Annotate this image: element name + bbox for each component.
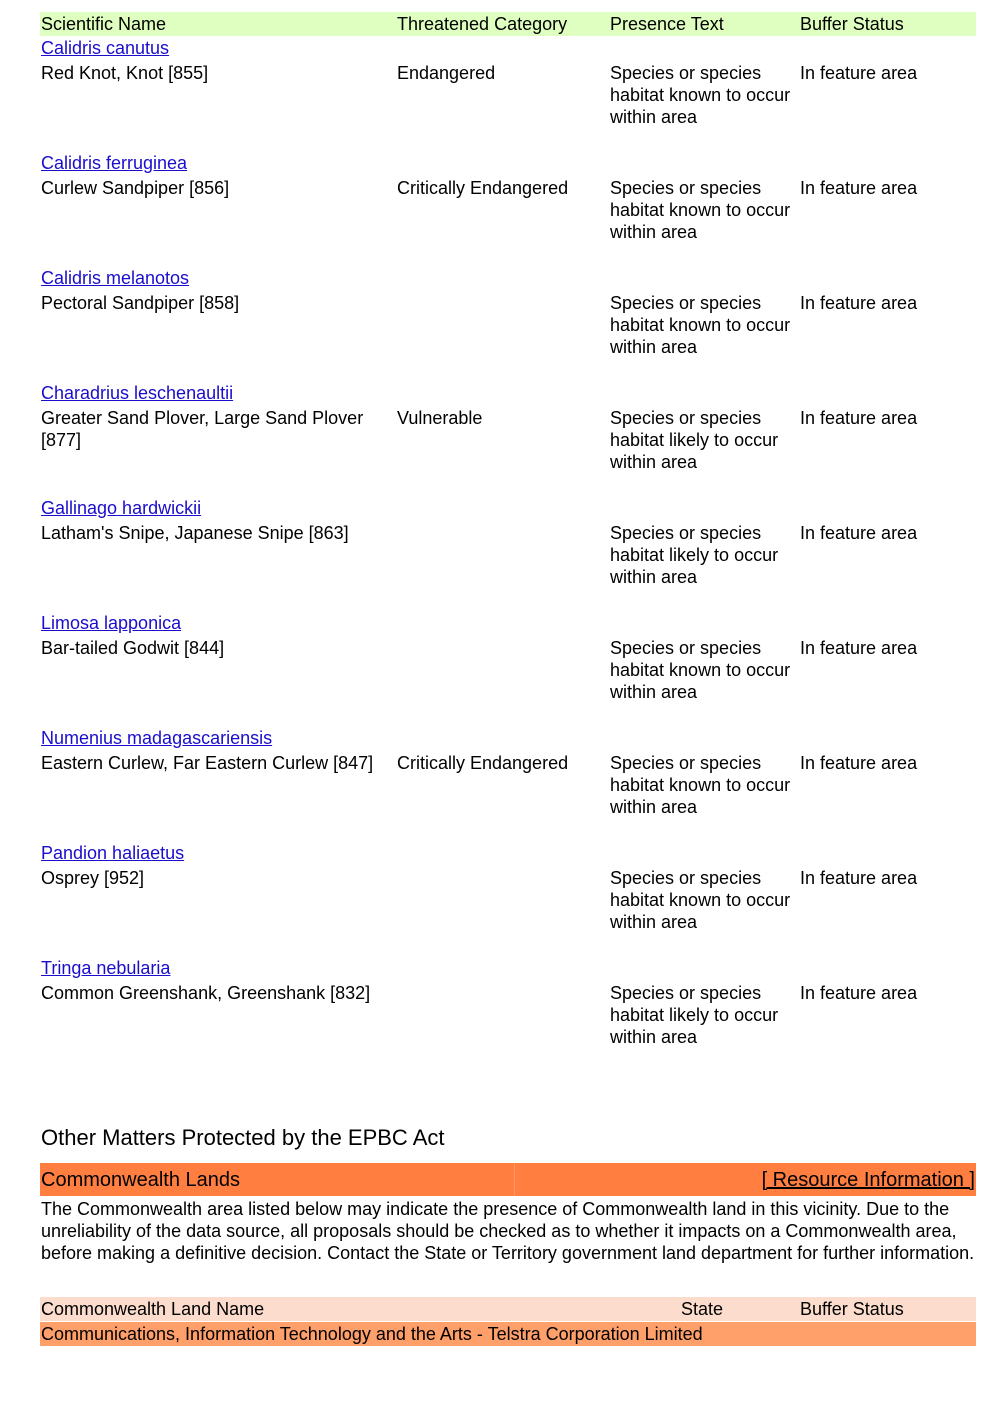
common-name: Bar-tailed Godwit [844]: [41, 638, 225, 658]
commonwealth-lands-bar: [40, 1163, 976, 1196]
commonwealth-lands-description: The Commonwealth area listed below may indicate the presence of Commonwealth land in this vicinity. Due to the unreliability of the data source, all proposals should be checked as to whether it impacts on a Commonwealth area, before making a definitive decision. Contact the State or Territory government land department for further information.: [41, 1199, 975, 1263]
species-row: [40, 842, 976, 957]
species-link[interactable]: Limosa lapponica: [41, 613, 182, 633]
header-buffer-status: Buffer Status: [800, 14, 904, 34]
common-name: Pectoral Sandpiper [858]: [41, 293, 240, 313]
species-table-header: [40, 12, 976, 36]
threatened-category: Endangered: [397, 63, 496, 83]
common-name: Common Greenshank, Greenshank [832]: [41, 983, 371, 1003]
common-name: Red Knot, Knot [855]: [41, 63, 209, 83]
header-presence-text: Presence Text: [610, 14, 724, 34]
species-row: [40, 382, 976, 497]
species-row: [40, 37, 976, 152]
species-link[interactable]: Tringa nebularia: [41, 958, 171, 978]
species-link[interactable]: Calidris melanotos: [41, 268, 190, 288]
presence-text: Species or species habitat likely to occur within area: [610, 523, 779, 587]
common-name: Curlew Sandpiper [856]: [41, 178, 230, 198]
species-row: [40, 497, 976, 612]
buffer-status: In feature area: [800, 178, 918, 198]
presence-text: Species or species habitat likely to occur within area: [610, 408, 779, 472]
presence-text: Species or species habitat known to occur within area: [610, 63, 791, 127]
buffer-status: In feature area: [800, 63, 918, 83]
species-link[interactable]: Gallinago hardwickii: [41, 498, 202, 518]
threatened-category: Critically Endangered: [397, 753, 569, 773]
species-link[interactable]: Calidris canutus: [41, 38, 170, 58]
common-name: Greater Sand Plover, Large Sand Plover [877]: [41, 408, 364, 450]
species-row: [40, 957, 976, 1072]
header-land-name: Commonwealth Land Name: [41, 1299, 265, 1319]
threatened-category: Vulnerable: [397, 408, 483, 428]
species-row: [40, 152, 976, 267]
species-row: [40, 612, 976, 727]
presence-text: Species or species habitat known to occur within area: [610, 178, 791, 242]
buffer-status: In feature area: [800, 638, 918, 658]
header-land-buffer-status: Buffer Status: [800, 1299, 904, 1319]
buffer-status: In feature area: [800, 408, 918, 428]
threatened-category: Critically Endangered: [397, 178, 569, 198]
land-table-header: [40, 1297, 976, 1321]
other-matters-title: Other Matters Protected by the EPBC Act: [41, 1125, 445, 1150]
species-row: [40, 267, 976, 382]
presence-text: Species or species habitat known to occur within area: [610, 868, 791, 932]
buffer-status: In feature area: [800, 983, 918, 1003]
presence-text: Species or species habitat known to occur within area: [610, 293, 791, 357]
species-link[interactable]: Charadrius leschenaultii: [41, 383, 234, 403]
common-name: Osprey [952]: [41, 868, 145, 888]
land-name: Communications, Information Technology and the Arts - Telstra Corporation Limited: [41, 1324, 703, 1344]
land-row: [40, 1322, 976, 1346]
header-state: State: [681, 1299, 724, 1319]
species-link[interactable]: Calidris ferruginea: [41, 153, 188, 173]
species-link[interactable]: Pandion haliaetus: [41, 843, 185, 863]
presence-text: Species or species habitat known to occur within area: [610, 753, 791, 817]
species-list: [40, 37, 976, 1072]
presence-text: Species or species habitat likely to occur within area: [610, 983, 779, 1047]
buffer-status: In feature area: [800, 523, 918, 543]
common-name: Latham's Snipe, Japanese Snipe [863]: [41, 523, 349, 543]
buffer-status: In feature area: [800, 293, 918, 313]
buffer-status: In feature area: [800, 753, 918, 773]
buffer-status: In feature area: [800, 868, 918, 888]
resource-information-link[interactable]: [ Resource Information ]: [761, 1169, 975, 1191]
presence-text: Species or species habitat known to occur within area: [610, 638, 791, 702]
commonwealth-lands-title: Commonwealth Lands: [41, 1169, 240, 1191]
header-threatened-category: Threatened Category: [397, 14, 568, 34]
common-name: Eastern Curlew, Far Eastern Curlew [847]: [41, 753, 374, 773]
species-link[interactable]: Numenius madagascariensis: [41, 728, 273, 748]
header-scientific-name: Scientific Name: [41, 14, 167, 34]
species-row: [40, 727, 976, 842]
